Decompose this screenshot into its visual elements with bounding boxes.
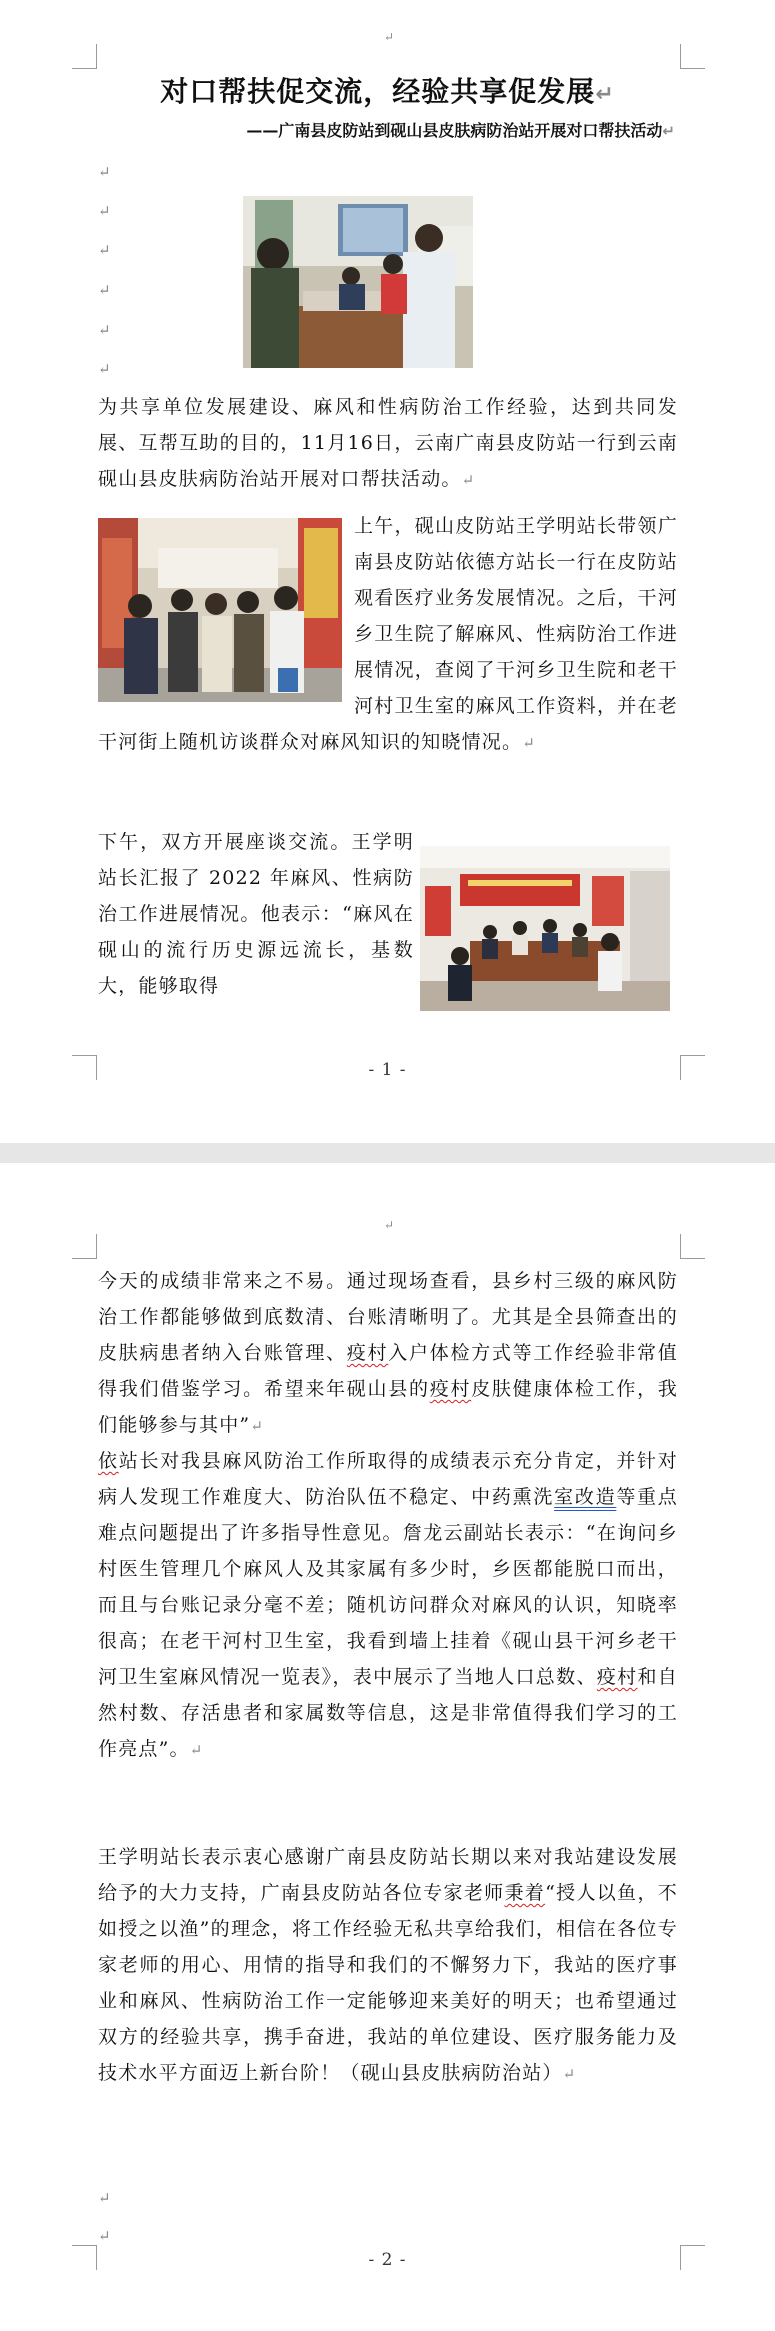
header-paragraph-mark: ↵ (384, 30, 395, 44)
empty-paragraph-mark: ↵ (98, 2227, 111, 2245)
intro-paragraph: 为共享单位发展建设、麻风和性病防治工作经验，达到共同发展、互帮互助的目的，11月16日，云南广南县皮防站一行到云南砚山县皮肤病防治站开展对口帮扶活动。↵ (98, 396, 678, 490)
afternoon-paragraph: 下午，双方开展座谈交流。王学明站长汇报了 2022 年麻风、性病防治工作进展情况。他表示：“麻风在砚山的流行历史源远流长，基数大，能够取得 (98, 831, 414, 997)
page-separator (0, 1143, 775, 1163)
margin-corner-top-right (680, 1234, 705, 1259)
document-subtitle: ——广南县皮防站到砚山县皮肤病防治站开展对口帮扶活动↵ (246, 121, 675, 140)
margin-corner-top-left (72, 1234, 97, 1259)
empty-paragraph-mark: ↵ (98, 321, 111, 339)
document-page-1 (0, 0, 775, 1143)
morning-paragraph: 上午，砚山皮防站王学明站长带领广南县皮防站依德方站长一行在皮防站观看医疗业务发展情况。之后，干河乡卫生院了解麻风、性病防治工作进展情况，查阅了干河乡卫生院和老干河村卫生室的麻风工作资料，并在老干河街上随机访谈群众对麻风知识的知晓情况。↵ (98, 515, 678, 753)
margin-corner-top-left (72, 44, 97, 69)
page-number-1: - 1 - (368, 1060, 407, 1080)
feedback-paragraph: 依站长对我县麻风防治工作所取得的成绩表示充分肯定，并针对病人发现工作难度大、防治队伍不稳定、中药熏洗室改造等重点难点问题提出了许多指导性意见。詹龙云副站长表示：“在询问乡村医生管理几个麻风人及其家属有多少时，乡医都能脱口而出，而且与台账记录分毫不差；随机访问群众对麻风的认识，知晓率很高；在老干河村卫生室，我看到墙上挂着《砚山县干河乡老干河卫生室麻风情况一览表》，表中展示了当地人口总数、疫村和自然村数、存活患者和家属数等信息，这是非常值得我们学习的工作亮点”。↵ (98, 1450, 678, 1760)
empty-paragraph-mark: ↵ (98, 360, 111, 378)
header-paragraph-mark: ↵ (384, 1218, 395, 1232)
continuation-paragraph: 今天的成绩非常来之不易。通过现场查看，县乡村三级的麻风防治工作都能够做到底数清、台账清晰明了。尤其是全县筛查出的皮肤病患者纳入台账管理、疫村入户体检方式等工作经验非常值得我们借鉴学习。希望来年砚山县的疫村皮肤健康体检工作，我们能够参与其中”↵ (98, 1270, 678, 1436)
document-title: 对口帮扶促交流，经验共享促发展↵ (160, 75, 615, 108)
empty-paragraph-mark: ↵ (98, 241, 111, 259)
photo-meeting-room (420, 846, 670, 1011)
document-page-2 (0, 1163, 775, 2331)
empty-paragraph-mark: ↵ (98, 2189, 111, 2207)
empty-paragraph-mark: ↵ (98, 281, 111, 299)
photo-office-visit (243, 196, 473, 368)
page-number-2: - 2 - (368, 2250, 407, 2270)
margin-corner-top-right (680, 44, 705, 69)
empty-paragraph-mark: ↵ (98, 163, 111, 181)
empty-paragraph-mark: ↵ (98, 202, 111, 220)
closing-paragraph: 王学明站长表示衷心感谢广南县皮防站长期以来对我站建设发展给予的大力支持，广南县皮防站各位专家老师秉着“授人以鱼，不如授之以渔”的理念，将工作经验无私共享给我们，相信在各位专家老师的用心、用情的指导和我们的不懈努力下，我站的医疗事业和麻风、性病防治工作一定能够迎来美好的明天；也希望通过双方的经验共享，携手奋进，我站的单位建设、医疗服务能力及技术水平方面迈上新台阶！（砚山县皮肤病防治站）↵ (98, 1846, 678, 2084)
